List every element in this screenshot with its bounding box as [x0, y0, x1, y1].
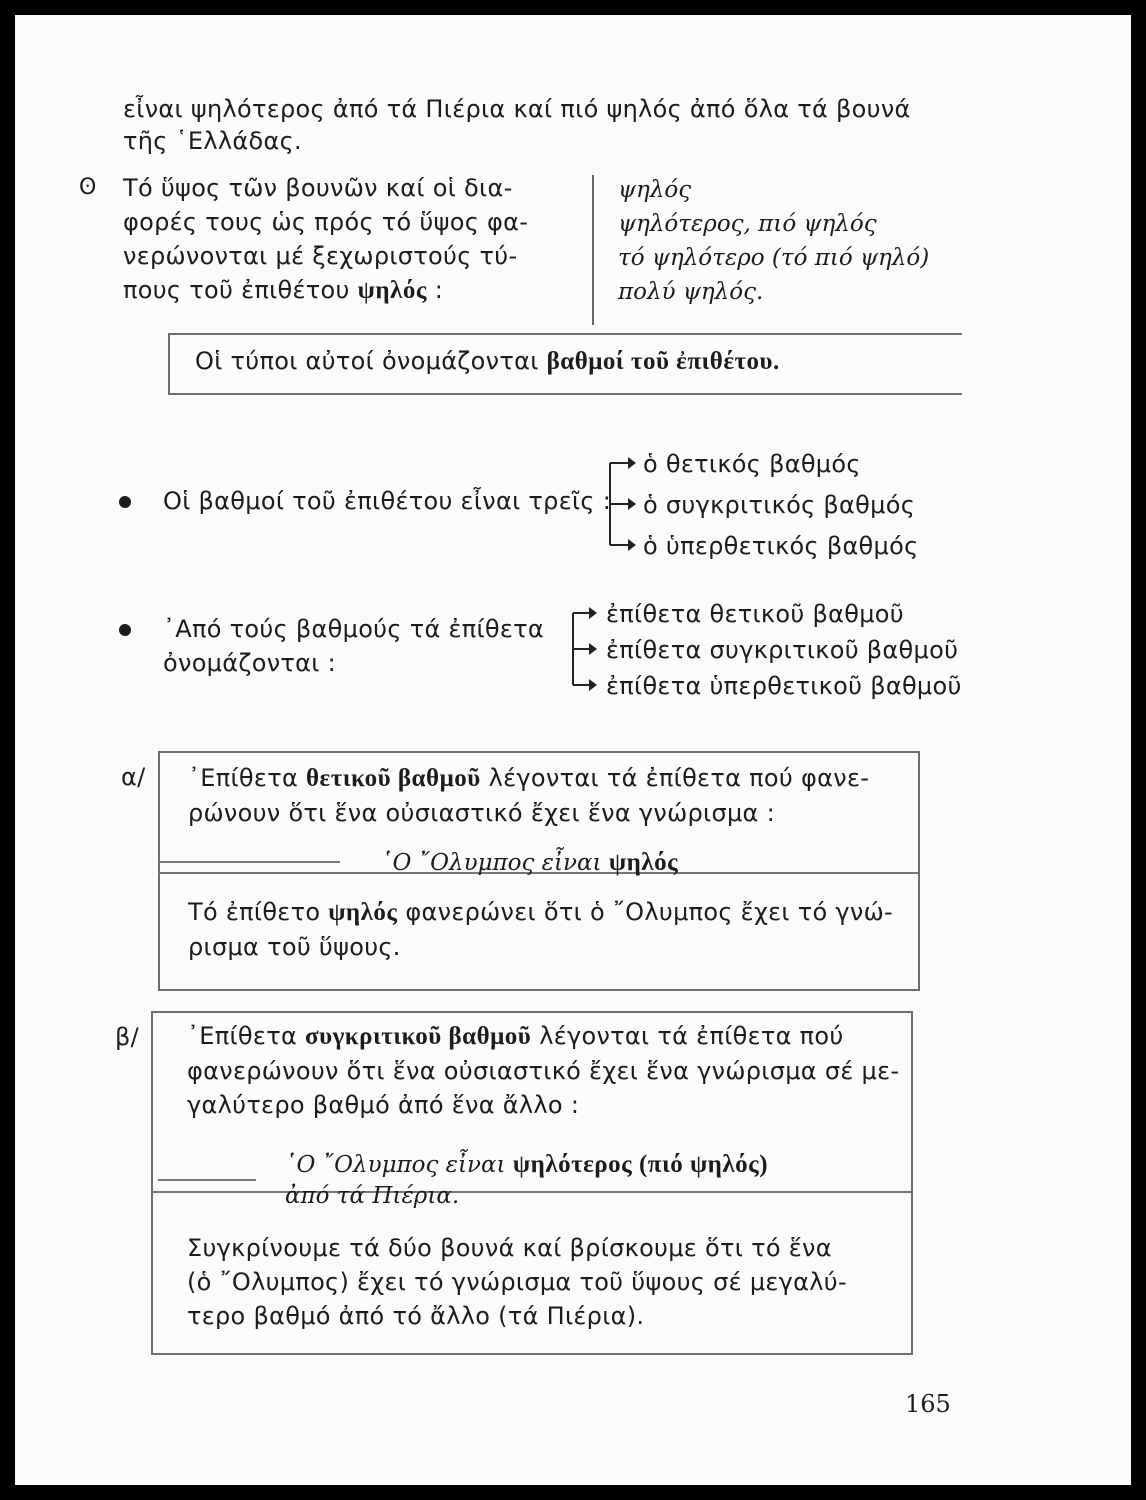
- definition-prefix: ᾿Επίθετα: [188, 764, 306, 792]
- explanation-line: τερο βαθμό ἀπό τό ἄλλο (τά Πιέρια).: [187, 1302, 645, 1330]
- example-line: ἀπό τά Πιέρια.: [285, 1183, 460, 1209]
- section-b-marker: β/: [115, 1023, 140, 1051]
- explanation-line: Συγκρίνουμε τά δύο βουνά καί βρίσκουμε ὅτι τό ἕνα: [187, 1234, 832, 1262]
- definition-line: γαλύτερο βαθμό ἀπό ἕνα ἄλλο :: [187, 1091, 580, 1119]
- form-line: ψηλότερος, πιό ψηλός: [618, 211, 877, 237]
- explanation-line: [188, 895, 893, 930]
- degree-item: ὁ ὑπερθετικός βαθμός: [643, 532, 919, 560]
- section-b-definition: [187, 1019, 899, 1122]
- bullet-icon: [119, 496, 131, 508]
- explanation-prefix: Τό ἐπίθετο: [188, 898, 329, 926]
- naming-lead-line-2: ὀνομάζονται :: [163, 649, 337, 677]
- form-line: τό ψηλότερο (τό πιό ψηλό): [618, 245, 930, 271]
- form-line: ψηλός: [618, 177, 692, 203]
- bracket-arrows-icon: [600, 453, 640, 553]
- definition-rest: λέγονται τά ἐπίθετα πού: [531, 1022, 844, 1050]
- definition-bold: συγκριτικοῦ βαθμοῦ: [305, 1023, 532, 1050]
- definition-rest: λέγονται τά ἐπίθετα πού φανε-: [480, 764, 870, 792]
- adjective-forms: [618, 173, 929, 309]
- note-divider: [592, 175, 594, 325]
- explanation-rest: φανερώνει ὅτι ὁ ῎Ολυμπος ἔχει τό γνώ-: [397, 898, 893, 926]
- example-line: [285, 1151, 768, 1179]
- definition-bold: θετικοῦ βαθμοῦ: [306, 765, 481, 792]
- definition-line: [187, 1019, 899, 1054]
- note-line: νερώνονται μέ ξεχωριστούς τύ-: [123, 242, 518, 270]
- section-a-example: [381, 849, 678, 877]
- definition-prefix: ᾿Επίθετα: [187, 1022, 305, 1050]
- intro-line-1: εἶναι ψηλότερος ἀπό τά Πιέρια καί πιό ψηλός ἀπό ὅλα τά βουνά: [123, 95, 911, 123]
- example-bold: ψηλότερος (πιό ψηλός): [512, 1151, 769, 1178]
- note-line: φορές τους ὡς πρός τό ὕψος φα-: [123, 208, 529, 236]
- intro-line-2: τῆς ῾Ελλάδας.: [123, 127, 302, 155]
- section-a-explanation: [188, 895, 893, 964]
- bracket-arrows-icon: [563, 605, 603, 695]
- note-text-prefix: πους τοῦ ἐπιθέτου: [123, 276, 358, 304]
- bullet-icon: [119, 624, 131, 636]
- section-b-example: [285, 1151, 768, 1209]
- form-line: πολύ ψηλός.: [618, 279, 764, 305]
- page-number: 165: [905, 1390, 951, 1418]
- types-box-prefix: Οἱ τύποι αὐτοί ὀνομάζονται: [195, 347, 547, 375]
- degrees-lead: Οἱ βαθμοί τοῦ ἐπιθέτου εἶναι τρεῖς :: [163, 487, 612, 515]
- section-b-rule-left: [158, 1179, 256, 1181]
- naming-item: ἐπίθετα θετικοῦ βαθμοῦ: [606, 600, 904, 628]
- example-italic: ῾Ο ῎Ολυμπος εἶναι: [381, 850, 609, 876]
- textbook-page: [15, 15, 1131, 1485]
- types-box-bold: βαθμοί τοῦ ἐπιθέτου.: [546, 348, 780, 375]
- naming-item: ἐπίθετα ὑπερθετικοῦ βαθμοῦ: [606, 672, 962, 700]
- explanation-line: ρισμα τοῦ ὕψους.: [188, 933, 401, 961]
- types-box-text: [195, 347, 780, 376]
- naming-lead-line-1: ᾿Από τούς βαθμούς τά ἐπίθετα: [163, 615, 545, 643]
- naming-item: ἐπίθετα συγκριτικοῦ βαθμοῦ: [606, 636, 959, 664]
- degree-item: ὁ συγκριτικός βαθμός: [643, 491, 916, 519]
- definition-line: [188, 761, 869, 796]
- example-bold: ψηλός: [608, 849, 679, 876]
- theta-marker-icon: ʘ: [79, 175, 97, 200]
- definition-line: ρώνουν ὅτι ἕνα οὐσιαστικό ἔχει ἕνα γνώρισμα :: [188, 799, 775, 827]
- note-line: Τό ὕψος τῶν βουνῶν καί οἱ δια-: [123, 174, 513, 202]
- explanation-bold: ψηλός: [328, 899, 398, 926]
- degree-item: ὁ θετικός βαθμός: [643, 450, 861, 478]
- section-b-explanation: [187, 1231, 847, 1333]
- example-italic: ῾Ο ῎Ολυμπος εἶναι: [285, 1152, 513, 1178]
- section-a-definition: [188, 761, 869, 830]
- section-a-marker: α/: [121, 763, 146, 791]
- note-text-suffix: :: [426, 276, 444, 304]
- note-text: [123, 171, 528, 308]
- explanation-line: (ὁ ῎Ολυμπος) ἔχει τό γνώρισμα τοῦ ὕψους σέ μεγαλύ-: [187, 1268, 847, 1296]
- note-bold-word: ψηλός: [357, 277, 427, 304]
- definition-line: φανερώνουν ὅτι ἕνα οὐσιαστικό ἔχει ἕνα γνώρισμα σέ με-: [187, 1057, 900, 1085]
- note-line: [123, 273, 528, 308]
- section-a-rule-left: [158, 861, 340, 863]
